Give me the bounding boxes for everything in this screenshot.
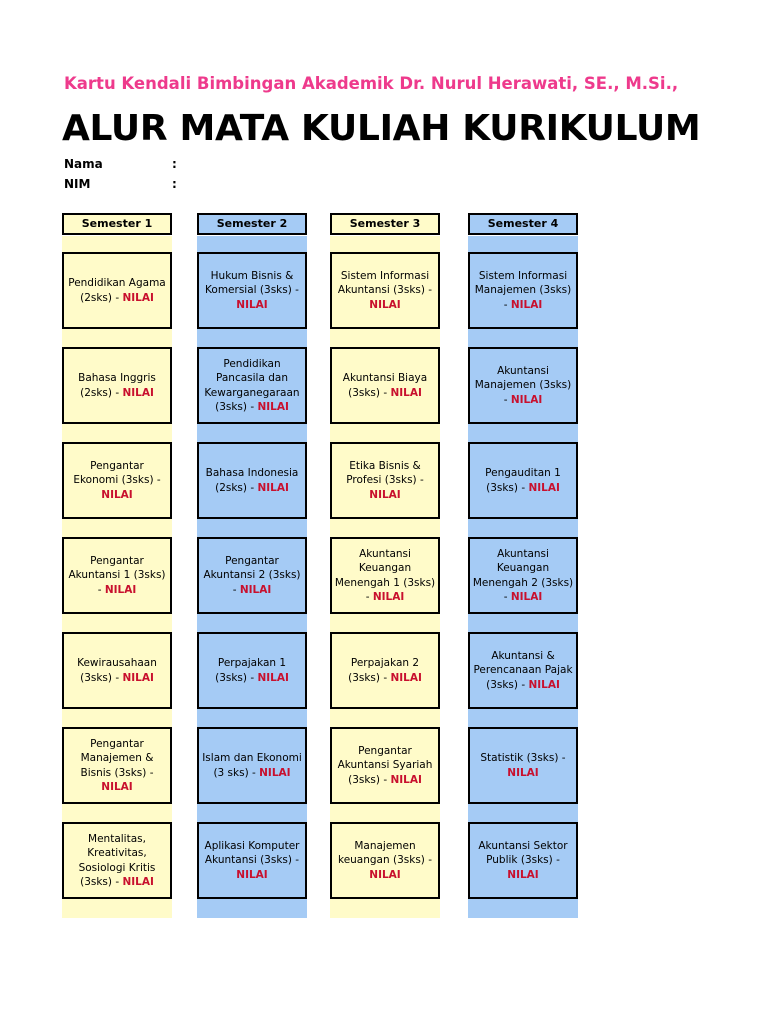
course-line: (3sks) -: [80, 876, 123, 888]
course-line: (3sks) -: [486, 481, 529, 494]
course-line: -: [503, 298, 511, 311]
nilai-label: NILAI: [259, 766, 291, 779]
course-line: (2sks) -: [215, 481, 258, 494]
course-text: [332, 656, 438, 685]
course-box: [197, 537, 307, 614]
course-line: Manajemen (3sks): [474, 379, 572, 392]
course-line: Bahasa Inggris: [78, 372, 156, 384]
nilai-label: NILAI: [510, 393, 543, 406]
course-line: Perpajakan 2: [350, 657, 420, 669]
course-line: Kreativitas,: [87, 847, 147, 859]
course-text: [332, 269, 438, 313]
course-text: [64, 276, 170, 305]
course-line: Aplikasi Komputer: [204, 839, 300, 852]
course-line: Pengantar: [90, 554, 144, 567]
course-line: Akuntansi (3sks) -: [337, 284, 433, 297]
course-line: -: [503, 591, 511, 603]
nilai-label: NILAI: [257, 671, 289, 684]
course-line: keuangan (3sks) -: [337, 854, 433, 867]
nilai-label: NILAI: [101, 488, 133, 501]
course-line: Perpajakan 1: [217, 657, 287, 669]
nilai-label: NILAI: [507, 868, 539, 881]
field-label-nim: NIM: [64, 177, 91, 191]
course-box: [197, 632, 307, 709]
course-box: [330, 442, 440, 519]
nilai-label: NILAI: [369, 488, 401, 501]
course-line: Kewirausahaan: [77, 657, 157, 669]
nilai-label: NILAI: [372, 591, 405, 603]
nilai-label: NILAI: [236, 298, 268, 311]
course-line: Pendidikan Agama: [68, 277, 166, 289]
course-line: Pengantar: [358, 744, 412, 757]
course-line: Manajemen &: [80, 752, 154, 764]
course-line: (3sks) -: [215, 401, 258, 413]
course-line: Akuntansi &: [491, 649, 555, 662]
course-line: Pengantar: [90, 459, 144, 472]
course-line: Akuntansi Biaya: [342, 372, 428, 384]
course-box: [468, 822, 578, 899]
course-line: -: [365, 591, 373, 603]
course-box: [62, 347, 172, 424]
course-text: [332, 459, 438, 503]
course-line: Kewarganegaraan: [204, 386, 300, 399]
course-line: Publik (3sks) -: [486, 854, 560, 867]
course-line: Akuntansi 1 (3sks): [68, 569, 166, 582]
nilai-label: NILAI: [122, 671, 154, 684]
course-line: (3sks) -: [80, 671, 123, 684]
course-box: [468, 727, 578, 804]
course-line: Manajemen: [354, 839, 416, 852]
course-line: (2sks) -: [80, 291, 123, 304]
semester-4-header: Semester 4: [468, 213, 578, 235]
course-line: (3sks) -: [348, 773, 391, 786]
course-text: [332, 371, 438, 400]
course-text: [199, 466, 305, 495]
nilai-label: NILAI: [257, 401, 289, 413]
course-text: [470, 839, 576, 883]
course-line: Mentalitas,: [88, 832, 146, 845]
course-text: [64, 371, 170, 400]
course-text: [332, 547, 438, 605]
course-box: [62, 537, 172, 614]
course-text: [199, 656, 305, 685]
course-box: [62, 727, 172, 804]
course-text: [470, 466, 576, 495]
nilai-label: NILAI: [507, 766, 539, 779]
course-line: (2sks) -: [80, 386, 123, 399]
course-line: Akuntansi: [359, 547, 411, 560]
nilai-label: NILAI: [122, 876, 154, 888]
course-text: [64, 554, 170, 598]
course-line: -: [503, 393, 511, 406]
course-text: [64, 656, 170, 685]
nilai-label: NILAI: [510, 298, 543, 311]
field-colon-nim: :: [172, 177, 177, 191]
course-line: Bahasa Indonesia: [205, 467, 299, 479]
course-line: -: [97, 583, 105, 596]
nilai-label: NILAI: [528, 678, 560, 691]
course-text: [470, 649, 576, 693]
course-line: Keuangan: [496, 562, 550, 574]
course-line: Akuntansi 2 (3sks): [203, 569, 301, 582]
course-line: Pendidikan: [223, 357, 281, 370]
advisor-card-subtitle: Kartu Kendali Bimbingan Akademik Dr. Nurul Herawati, SE., M.Si.,: [64, 74, 679, 93]
course-box: [330, 727, 440, 804]
course-line: (3sks) -: [486, 678, 529, 691]
course-line: Komersial (3sks) -: [205, 284, 299, 297]
nilai-label: NILAI: [390, 386, 422, 399]
course-text: [199, 839, 305, 883]
course-box: [62, 632, 172, 709]
course-text: [332, 839, 438, 883]
course-text: [332, 744, 438, 788]
nilai-label: NILAI: [390, 773, 422, 786]
course-box: [62, 822, 172, 899]
course-line: -: [232, 583, 240, 596]
course-text: [64, 459, 170, 503]
nilai-label: NILAI: [122, 291, 154, 304]
course-text: [470, 269, 576, 313]
course-box: [62, 252, 172, 329]
course-line: Pancasila dan: [216, 372, 288, 384]
course-box: [197, 442, 307, 519]
nilai-label: NILAI: [122, 386, 154, 399]
course-box: [330, 252, 440, 329]
nilai-label: NILAI: [369, 298, 401, 311]
course-box: [468, 347, 578, 424]
course-line: Hukum Bisnis &: [210, 269, 294, 282]
course-text: [199, 357, 305, 415]
course-line: Islam dan Ekonomi: [202, 752, 302, 764]
course-text: [199, 554, 305, 598]
course-line: (3 sks) -: [213, 766, 260, 779]
course-box: [468, 537, 578, 614]
page-title: ALUR MATA KULIAH KURIKULUM: [62, 108, 701, 149]
field-label-nama: Nama: [64, 157, 103, 171]
semester-2-header: Semester 2: [197, 213, 307, 235]
course-line: Menengah 1 (3sks): [334, 576, 436, 589]
title-container: [62, 104, 701, 154]
course-line: Akuntansi: [497, 547, 549, 560]
course-box: [468, 632, 578, 709]
nilai-label: NILAI: [528, 481, 560, 494]
course-text: [199, 751, 305, 780]
nilai-label: NILAI: [510, 591, 543, 603]
nilai-label: NILAI: [104, 583, 137, 596]
course-text: [470, 547, 576, 605]
course-line: Akuntansi Syariah: [337, 759, 433, 772]
course-line: Sosiologi Kritis: [78, 861, 156, 874]
course-box: [330, 822, 440, 899]
field-colon-nama: :: [172, 157, 177, 171]
semester-3-header: Semester 3: [330, 213, 440, 235]
nilai-label: NILAI: [101, 781, 133, 793]
course-line: Perencanaan Pajak: [473, 664, 573, 677]
course-box: [468, 442, 578, 519]
course-box: [330, 537, 440, 614]
course-line: Akuntansi Sektor: [478, 839, 568, 852]
nilai-label: NILAI: [239, 583, 272, 596]
course-box: [197, 347, 307, 424]
course-line: Akuntansi (3sks) -: [204, 854, 300, 867]
course-line: Akuntansi: [497, 364, 549, 377]
course-text: [470, 364, 576, 408]
course-box: [197, 727, 307, 804]
course-box: [197, 252, 307, 329]
semester-1-header: Semester 1: [62, 213, 172, 235]
course-line: Pengantar: [90, 737, 144, 750]
course-line: Bisnis (3sks) -: [80, 766, 154, 779]
course-box: [468, 252, 578, 329]
course-line: Menengah 2 (3sks): [472, 576, 574, 589]
course-line: Ekonomi (3sks) -: [73, 474, 161, 487]
course-line: Manajemen (3sks): [474, 284, 572, 297]
nilai-label: NILAI: [369, 868, 401, 881]
course-line: (3sks) -: [348, 671, 391, 684]
course-box: [330, 632, 440, 709]
course-line: Keuangan: [358, 562, 412, 574]
nilai-label: NILAI: [390, 671, 422, 684]
course-line: Profesi (3sks) -: [346, 474, 424, 487]
course-text: [470, 751, 576, 780]
course-box: [197, 822, 307, 899]
course-text: [64, 832, 170, 890]
nilai-label: NILAI: [257, 481, 289, 494]
course-text: [199, 269, 305, 313]
course-box: [330, 347, 440, 424]
course-line: (3sks) -: [348, 386, 391, 399]
course-text: [64, 737, 170, 795]
course-line: Etika Bisnis &: [349, 459, 421, 472]
course-line: (3sks) -: [215, 671, 258, 684]
course-line: Statistik (3sks) -: [480, 752, 566, 764]
course-line: Sistem Informasi: [340, 269, 430, 282]
course-line: Pengauditan 1: [485, 467, 561, 479]
nilai-label: NILAI: [236, 868, 268, 881]
course-line: Sistem Informasi: [478, 269, 568, 282]
course-line: Pengantar: [225, 554, 279, 567]
course-box: [62, 442, 172, 519]
